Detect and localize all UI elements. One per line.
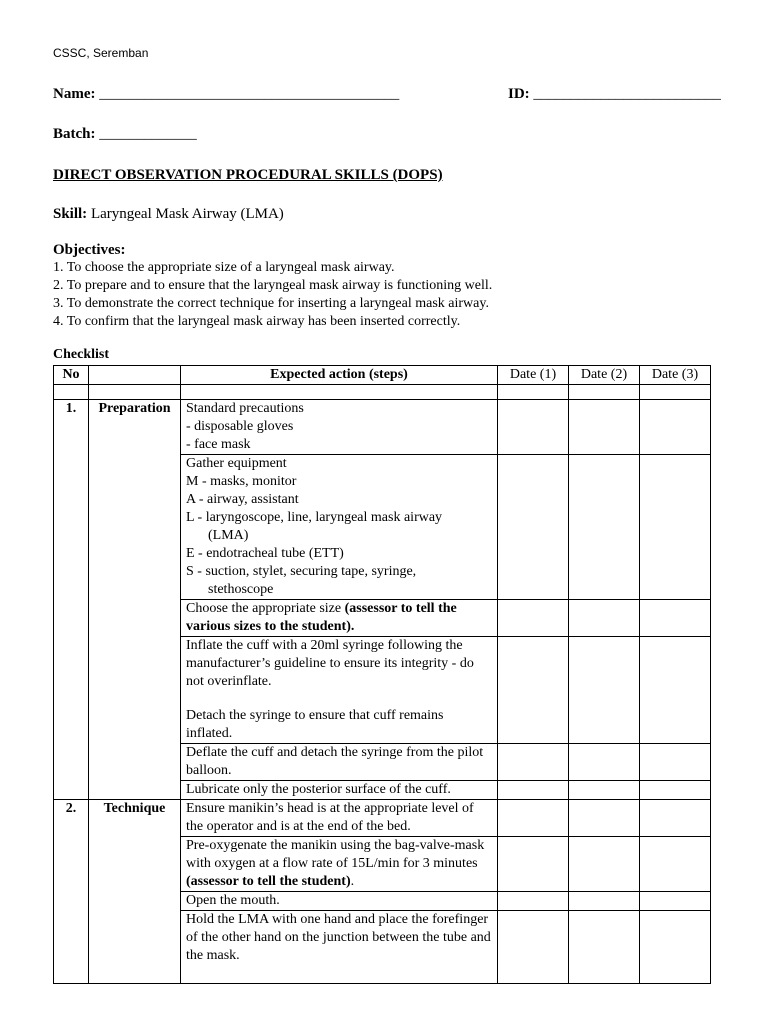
date-cell[interactable] bbox=[640, 892, 711, 911]
objectives-section bbox=[53, 241, 492, 331]
batch-blank-line: _____________ bbox=[99, 126, 197, 142]
column-header-date-2: Date (2) bbox=[569, 366, 640, 385]
id-blank-line: _________________________ bbox=[533, 86, 721, 102]
date-cell[interactable] bbox=[640, 455, 711, 600]
column-header-date-1: Date (1) bbox=[498, 366, 569, 385]
checklist-heading: Checklist bbox=[53, 347, 109, 362]
table-spacer-row bbox=[54, 385, 711, 400]
date-cell[interactable] bbox=[498, 637, 569, 744]
section-number: 2. bbox=[54, 800, 89, 984]
date-cell[interactable] bbox=[640, 911, 711, 984]
date-cell[interactable] bbox=[569, 637, 640, 744]
step-text: Deflate the cuff and detach the syringe from the pilot balloon. bbox=[181, 744, 498, 781]
date-cell[interactable] bbox=[569, 385, 640, 400]
date-cell[interactable] bbox=[640, 600, 711, 637]
objectives-heading: Objectives: bbox=[53, 242, 126, 258]
skill-value: Laryngeal Mask Airway (LMA) bbox=[90, 206, 284, 222]
date-cell[interactable] bbox=[569, 892, 640, 911]
date-cell[interactable] bbox=[498, 911, 569, 984]
document-title: DIRECT OBSERVATION PROCEDURAL SKILLS (DOPS) bbox=[53, 167, 443, 183]
organization-label: CSSC, Seremban bbox=[53, 46, 149, 60]
objective-item: 2. To prepare and to ensure that the laryngeal mask airway is functioning well. bbox=[53, 278, 493, 293]
table-row bbox=[54, 400, 711, 455]
name-field bbox=[53, 86, 399, 103]
step-text: Hold the LMA with one hand and place the forefinger of the other hand on the junction between the tube and the mask. bbox=[181, 911, 498, 984]
date-cell[interactable] bbox=[498, 837, 569, 892]
date-cell[interactable] bbox=[640, 637, 711, 744]
skill-line bbox=[53, 206, 284, 223]
date-cell[interactable] bbox=[640, 781, 711, 800]
id-field bbox=[508, 86, 721, 103]
checklist-table bbox=[53, 365, 711, 984]
date-cell[interactable] bbox=[640, 400, 711, 455]
skill-label: Skill: bbox=[53, 206, 88, 222]
date-cell[interactable] bbox=[640, 800, 711, 837]
column-header-section bbox=[89, 366, 181, 385]
date-cell[interactable] bbox=[498, 800, 569, 837]
date-cell[interactable] bbox=[569, 800, 640, 837]
objective-item: 1. To choose the appropriate size of a laryngeal mask airway. bbox=[53, 260, 395, 275]
step-text: Inflate the cuff with a 20ml syringe following the manufacturer’s guideline to ensure its integrity - do not overinflate. Detach the syringe to ensure that cuff remains inflated. bbox=[181, 637, 498, 744]
date-cell[interactable] bbox=[640, 837, 711, 892]
date-cell[interactable] bbox=[498, 744, 569, 781]
id-label: ID: bbox=[508, 86, 530, 102]
step-text: Pre-oxygenate the manikin using the bag-valve-mask with oxygen at a flow rate of 15L/min for 3 minutes (assessor to tell the student). bbox=[181, 837, 498, 892]
table-row bbox=[54, 800, 711, 837]
batch-label: Batch: bbox=[53, 126, 96, 142]
batch-field bbox=[53, 126, 197, 143]
section-name: Preparation bbox=[89, 400, 181, 800]
date-cell[interactable] bbox=[569, 400, 640, 455]
date-cell[interactable] bbox=[569, 781, 640, 800]
step-text: Ensure manikin’s head is at the appropriate level of the operator and is at the end of the bed. bbox=[181, 800, 498, 837]
section-number: 1. bbox=[54, 400, 89, 800]
step-text: Choose the appropriate size (assessor to tell the various sizes to the student). bbox=[181, 600, 498, 637]
column-header-date-3: Date (3) bbox=[640, 366, 711, 385]
date-cell[interactable] bbox=[569, 837, 640, 892]
section-name: Technique bbox=[89, 800, 181, 984]
date-cell[interactable] bbox=[498, 600, 569, 637]
date-cell[interactable] bbox=[569, 455, 640, 600]
date-cell[interactable] bbox=[498, 385, 569, 400]
date-cell[interactable] bbox=[640, 385, 711, 400]
date-cell[interactable] bbox=[498, 455, 569, 600]
objective-item: 4. To confirm that the laryngeal mask airway has been inserted correctly. bbox=[53, 314, 461, 329]
date-cell[interactable] bbox=[640, 744, 711, 781]
name-label: Name: bbox=[53, 86, 96, 102]
date-cell[interactable] bbox=[569, 744, 640, 781]
step-text: Open the mouth. bbox=[181, 892, 498, 911]
date-cell[interactable] bbox=[569, 911, 640, 984]
name-blank-line: ________________________________________ bbox=[99, 86, 400, 102]
step-text: Lubricate only the posterior surface of the cuff. bbox=[181, 781, 498, 800]
step-text: Standard precautions - disposable gloves - face mask bbox=[181, 400, 498, 455]
date-cell[interactable] bbox=[569, 600, 640, 637]
column-header-no: No bbox=[54, 366, 89, 385]
step-text: Gather equipment M - masks, monitor A - airway, assistant L - laryngoscope, line, laryngeal mask airway (LMA) E - endotracheal tube (ETT) S - suction, stylet, securing tape, syringe, stethoscope bbox=[181, 455, 498, 600]
table-header-row bbox=[54, 366, 711, 385]
objective-item: 3. To demonstrate the correct technique for inserting a laryngeal mask airway. bbox=[53, 296, 489, 311]
date-cell[interactable] bbox=[498, 892, 569, 911]
date-cell[interactable] bbox=[498, 400, 569, 455]
column-header-action: Expected action (steps) bbox=[181, 366, 498, 385]
date-cell[interactable] bbox=[498, 781, 569, 800]
